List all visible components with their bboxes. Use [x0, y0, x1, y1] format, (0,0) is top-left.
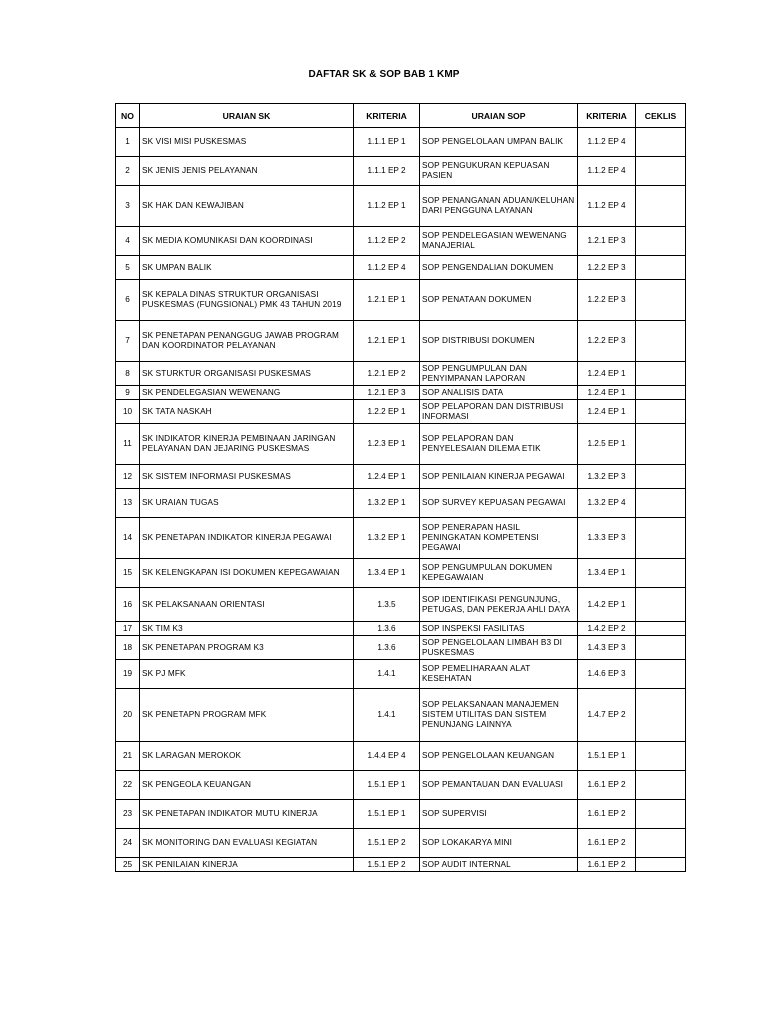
uraian-sop: SOP AUDIT INTERNAL	[420, 858, 578, 872]
uraian-sop: SOP PELAPORAN DAN DISTRIBUSI INFORMASI	[420, 400, 578, 424]
kriteria-sop: 1.2.2 EP 3	[578, 256, 636, 280]
ceklis-cell	[636, 588, 686, 622]
uraian-sk: SK PENGEOLA KEUANGAN	[140, 771, 354, 800]
uraian-sk: SK UMPAN BALIK	[140, 256, 354, 280]
kriteria-sk: 1.3.5	[354, 588, 420, 622]
uraian-sop: SOP PEMELIHARAAN ALAT KESEHATAN	[420, 660, 578, 689]
uraian-sk: SK PENETAPAN INDIKATOR MUTU KINERJA	[140, 800, 354, 829]
uraian-sk: SK TATA NASKAH	[140, 400, 354, 424]
uraian-sk: SK KELENGKAPAN ISI DOKUMEN KEPEGAWAIAN	[140, 559, 354, 588]
uraian-sop: SOP PENGELOLAAN UMPAN BALIK	[420, 128, 578, 157]
kriteria-sk: 1.4.1	[354, 689, 420, 742]
row-number: 23	[116, 800, 140, 829]
kriteria-sk: 1.4.1	[354, 660, 420, 689]
ceklis-cell	[636, 424, 686, 465]
kriteria-sk: 1.1.1 EP 2	[354, 157, 420, 186]
table-row	[116, 829, 686, 858]
uraian-sk: SK PENETAPN PROGRAM MFK	[140, 689, 354, 742]
kriteria-sop: 1.6.1 EP 2	[578, 800, 636, 829]
ceklis-cell	[636, 157, 686, 186]
row-number: 22	[116, 771, 140, 800]
row-number: 21	[116, 742, 140, 771]
uraian-sk: SK PENDELEGASIAN WEWENANG	[140, 386, 354, 400]
kriteria-sop: 1.2.4 EP 1	[578, 362, 636, 386]
row-number: 14	[116, 518, 140, 559]
uraian-sop: SOP PENATAAN DOKUMEN	[420, 280, 578, 321]
header-uraian-sop: URAIAN SOP	[420, 104, 578, 128]
ceklis-cell	[636, 771, 686, 800]
row-number: 10	[116, 400, 140, 424]
uraian-sop: SOP IDENTIFIKASI PENGUNJUNG, PETUGAS, DAN PEKERJA AHLI DAYA	[420, 588, 578, 622]
uraian-sk: SK URAIAN TUGAS	[140, 489, 354, 518]
kriteria-sk: 1.3.2 EP 1	[354, 518, 420, 559]
kriteria-sop: 1.2.4 EP 1	[578, 400, 636, 424]
uraian-sk: SK STURKTUR ORGANISASI PUSKESMAS	[140, 362, 354, 386]
row-number: 19	[116, 660, 140, 689]
row-number: 5	[116, 256, 140, 280]
kriteria-sop: 1.1.2 EP 4	[578, 128, 636, 157]
uraian-sop: SOP PELAPORAN DAN PENYELESAIAN DILEMA ETIK	[420, 424, 578, 465]
kriteria-sk: 1.5.1 EP 1	[354, 771, 420, 800]
ceklis-cell	[636, 689, 686, 742]
kriteria-sk: 1.5.1 EP 2	[354, 858, 420, 872]
kriteria-sop: 1.1.2 EP 4	[578, 186, 636, 227]
uraian-sk: SK TIM K3	[140, 622, 354, 636]
kriteria-sop: 1.2.4 EP 1	[578, 386, 636, 400]
uraian-sop: SOP PENGUMPULAN DAN PENYIMPANAN LAPORAN	[420, 362, 578, 386]
table-row	[116, 424, 686, 465]
kriteria-sop: 1.4.2 EP 1	[578, 588, 636, 622]
table-row	[116, 588, 686, 622]
ceklis-cell	[636, 858, 686, 872]
table-row	[116, 622, 686, 636]
uraian-sop: SOP PENILAIAN KINERJA PEGAWAI	[420, 465, 578, 489]
row-number: 7	[116, 321, 140, 362]
row-number: 2	[116, 157, 140, 186]
ceklis-cell	[636, 280, 686, 321]
uraian-sk: SK PENILAIAN KINERJA	[140, 858, 354, 872]
table-row	[116, 321, 686, 362]
table-row	[116, 400, 686, 424]
kriteria-sop: 1.3.2 EP 4	[578, 489, 636, 518]
table-row	[116, 742, 686, 771]
table-row	[116, 489, 686, 518]
kriteria-sk: 1.1.2 EP 2	[354, 227, 420, 256]
kriteria-sop: 1.6.1 EP 2	[578, 829, 636, 858]
uraian-sop: SOP ANALISIS DATA	[420, 386, 578, 400]
row-number: 16	[116, 588, 140, 622]
table-row	[116, 636, 686, 660]
uraian-sk: SK JENIS JENIS PELAYANAN	[140, 157, 354, 186]
kriteria-sk: 1.2.1 EP 2	[354, 362, 420, 386]
ceklis-cell	[636, 256, 686, 280]
row-number: 25	[116, 858, 140, 872]
ceklis-cell	[636, 227, 686, 256]
document-title: DAFTAR SK & SOP BAB 1 KMP	[308, 69, 460, 80]
kriteria-sk: 1.1.1 EP 1	[354, 128, 420, 157]
table-row	[116, 689, 686, 742]
row-number: 13	[116, 489, 140, 518]
row-number: 4	[116, 227, 140, 256]
header-kriteria-sop: KRITERIA	[578, 104, 636, 128]
uraian-sop: SOP INSPEKSI FASILITAS	[420, 622, 578, 636]
table-row	[116, 227, 686, 256]
uraian-sop: SOP SURVEY KEPUASAN PEGAWAI	[420, 489, 578, 518]
kriteria-sk: 1.1.2 EP 1	[354, 186, 420, 227]
kriteria-sop: 1.4.2 EP 2	[578, 622, 636, 636]
uraian-sk: SK PJ MFK	[140, 660, 354, 689]
uraian-sop: SOP PENGELOLAAN LIMBAH B3 DI PUSKESMAS	[420, 636, 578, 660]
ceklis-cell	[636, 465, 686, 489]
ceklis-cell	[636, 489, 686, 518]
uraian-sk: SK PENETAPAN PROGRAM K3	[140, 636, 354, 660]
ceklis-cell	[636, 362, 686, 386]
row-number: 9	[116, 386, 140, 400]
kriteria-sop: 1.3.4 EP 1	[578, 559, 636, 588]
ceklis-cell	[636, 128, 686, 157]
kriteria-sop: 1.2.1 EP 3	[578, 227, 636, 256]
kriteria-sk: 1.2.4 EP 1	[354, 465, 420, 489]
table-row	[116, 157, 686, 186]
uraian-sop: SOP PENGENDALIAN DOKUMEN	[420, 256, 578, 280]
ceklis-cell	[636, 518, 686, 559]
table-row	[116, 559, 686, 588]
kriteria-sk: 1.3.6	[354, 636, 420, 660]
kriteria-sop: 1.2.2 EP 3	[578, 280, 636, 321]
kriteria-sop: 1.5.1 EP 1	[578, 742, 636, 771]
kriteria-sop: 1.6.1 EP 2	[578, 771, 636, 800]
ceklis-cell	[636, 186, 686, 227]
uraian-sop: SOP PENGUKURAN KEPUASAN PASIEN	[420, 157, 578, 186]
kriteria-sop: 1.4.6 EP 3	[578, 660, 636, 689]
table-row	[116, 800, 686, 829]
kriteria-sop: 1.3.2 EP 3	[578, 465, 636, 489]
row-number: 11	[116, 424, 140, 465]
kriteria-sk: 1.2.1 EP 1	[354, 321, 420, 362]
table-body	[116, 128, 686, 872]
kriteria-sop: 1.4.3 EP 3	[578, 636, 636, 660]
uraian-sop: SOP PELAKSANAAN MANAJEMEN SISTEM UTILITAS DAN SISTEM PENUNJANG LAINNYA	[420, 689, 578, 742]
row-number: 20	[116, 689, 140, 742]
row-number: 8	[116, 362, 140, 386]
kriteria-sk: 1.2.3 EP 1	[354, 424, 420, 465]
table-row	[116, 858, 686, 872]
ceklis-cell	[636, 622, 686, 636]
header-row	[116, 104, 686, 128]
uraian-sop: SOP PENANGANAN ADUAN/KELUHAN DARI PENGGUNA LAYANAN	[420, 186, 578, 227]
kriteria-sk: 1.4.4 EP 4	[354, 742, 420, 771]
row-number: 15	[116, 559, 140, 588]
uraian-sk: SK PENETAPAN INDIKATOR KINERJA PEGAWAI	[140, 518, 354, 559]
kriteria-sop: 1.2.5 EP 1	[578, 424, 636, 465]
table-row	[116, 518, 686, 559]
table-row	[116, 256, 686, 280]
row-number: 17	[116, 622, 140, 636]
uraian-sk: SK LARAGAN MEROKOK	[140, 742, 354, 771]
ceklis-cell	[636, 321, 686, 362]
kriteria-sop: 1.2.2 EP 3	[578, 321, 636, 362]
kriteria-sop: 1.6.1 EP 2	[578, 858, 636, 872]
kriteria-sop: 1.3.3 EP 3	[578, 518, 636, 559]
ceklis-cell	[636, 660, 686, 689]
ceklis-cell	[636, 400, 686, 424]
header-ceklis: CEKLIS	[636, 104, 686, 128]
table-row	[116, 186, 686, 227]
table-row	[116, 660, 686, 689]
table-row	[116, 465, 686, 489]
uraian-sk: SK KEPALA DINAS STRUKTUR ORGANISASI PUSKESMAS (FUNGSIONAL) PMK 43 TAHUN 2019	[140, 280, 354, 321]
kriteria-sk: 1.2.2 EP 1	[354, 400, 420, 424]
header-kriteria-sk: KRITERIA	[354, 104, 420, 128]
row-number: 3	[116, 186, 140, 227]
table-row	[116, 128, 686, 157]
uraian-sk: SK PELAKSANAAN ORIENTASI	[140, 588, 354, 622]
uraian-sop: SOP PENDELEGASIAN WEWENANG MANAJERIAL	[420, 227, 578, 256]
ceklis-cell	[636, 800, 686, 829]
kriteria-sk: 1.2.1 EP 3	[354, 386, 420, 400]
kriteria-sop: 1.4.7 EP 2	[578, 689, 636, 742]
ceklis-cell	[636, 742, 686, 771]
kriteria-sk: 1.5.1 EP 1	[354, 800, 420, 829]
uraian-sk: SK HAK DAN KEWAJIBAN	[140, 186, 354, 227]
uraian-sop: SOP PENGELOLAAN KEUANGAN	[420, 742, 578, 771]
kriteria-sk: 1.2.1 EP 1	[354, 280, 420, 321]
ceklis-cell	[636, 559, 686, 588]
uraian-sk: SK INDIKATOR KINERJA PEMBINAAN JARINGAN PELAYANAN DAN JEJARING PUSKESMAS	[140, 424, 354, 465]
table-row	[116, 280, 686, 321]
uraian-sop: SOP LOKAKARYA MINI	[420, 829, 578, 858]
row-number: 18	[116, 636, 140, 660]
uraian-sop: SOP DISTRIBUSI DOKUMEN	[420, 321, 578, 362]
row-number: 6	[116, 280, 140, 321]
header-no: NO	[116, 104, 140, 128]
kriteria-sk: 1.1.2 EP 4	[354, 256, 420, 280]
kriteria-sop: 1.1.2 EP 4	[578, 157, 636, 186]
uraian-sop: SOP PEMANTAUAN DAN EVALUASI	[420, 771, 578, 800]
uraian-sk: SK MONITORING DAN EVALUASI KEGIATAN	[140, 829, 354, 858]
sk-sop-table	[115, 103, 686, 872]
kriteria-sk: 1.3.2 EP 1	[354, 489, 420, 518]
kriteria-sk: 1.3.4 EP 1	[354, 559, 420, 588]
ceklis-cell	[636, 636, 686, 660]
table-row	[116, 771, 686, 800]
row-number: 12	[116, 465, 140, 489]
ceklis-cell	[636, 386, 686, 400]
uraian-sk: SK VISI MISI PUSKESMAS	[140, 128, 354, 157]
row-number: 1	[116, 128, 140, 157]
ceklis-cell	[636, 829, 686, 858]
header-uraian-sk: URAIAN SK	[140, 104, 354, 128]
table-row	[116, 386, 686, 400]
table-row	[116, 362, 686, 386]
kriteria-sk: 1.5.1 EP 2	[354, 829, 420, 858]
uraian-sop: SOP PENGUMPULAN DOKUMEN KEPEGAWAIAN	[420, 559, 578, 588]
row-number: 24	[116, 829, 140, 858]
uraian-sk: SK PENETAPAN PENANGGUG JAWAB PROGRAM DAN KOORDINATOR PELAYANAN	[140, 321, 354, 362]
uraian-sk: SK SISTEM INFORMASI PUSKESMAS	[140, 465, 354, 489]
uraian-sop: SOP SUPERVISI	[420, 800, 578, 829]
uraian-sop: SOP PENERAPAN HASIL PENINGKATAN KOMPETENSI PEGAWAI	[420, 518, 578, 559]
kriteria-sk: 1.3.6	[354, 622, 420, 636]
uraian-sk: SK MEDIA KOMUNIKASI DAN KOORDINASI	[140, 227, 354, 256]
